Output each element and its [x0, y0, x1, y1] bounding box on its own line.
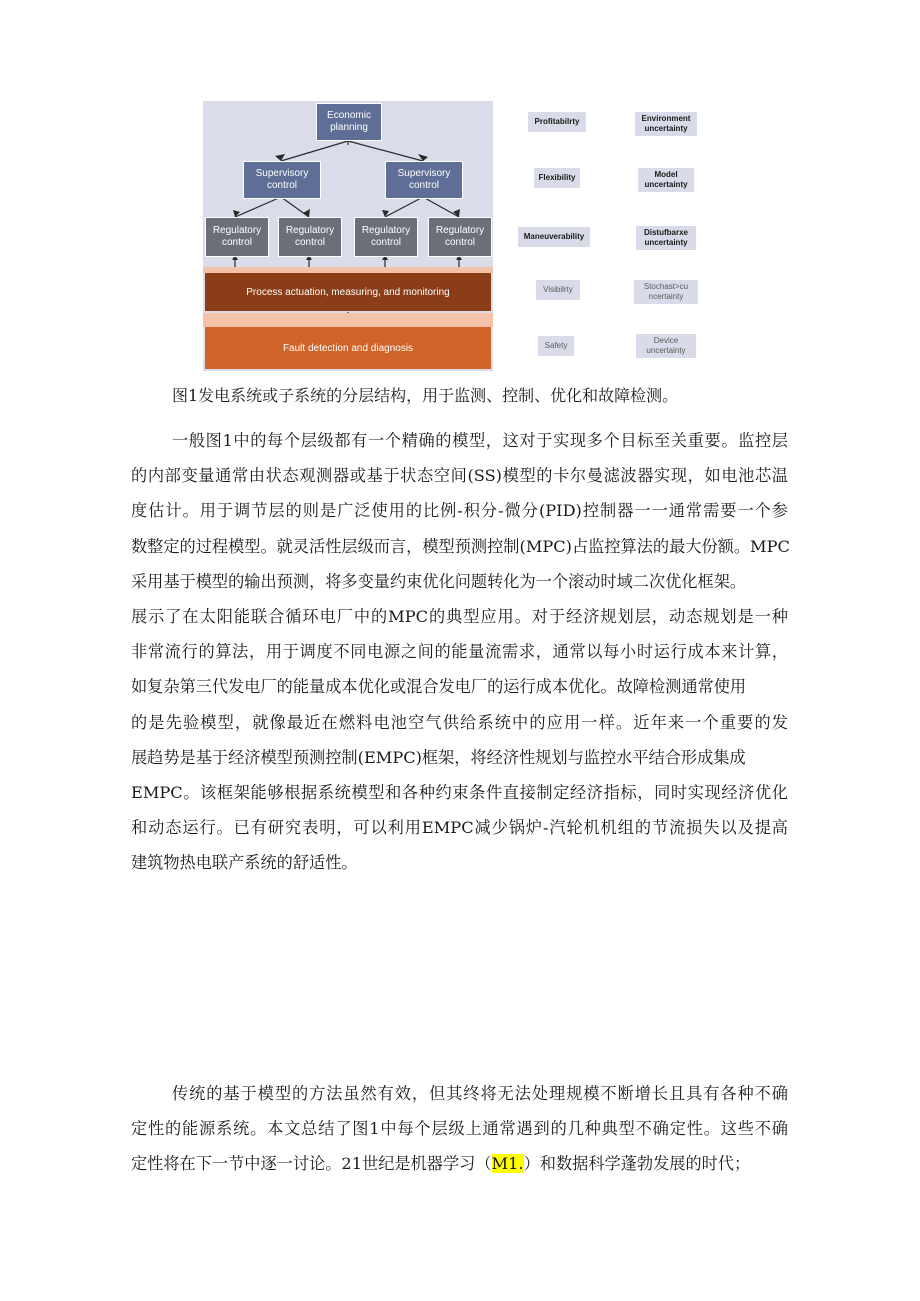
uncertainty-tag-environment: Environment uncertainty [635, 112, 697, 136]
economic-planning-box: Economic planning [316, 103, 382, 141]
paragraph-2 [131, 1076, 788, 1182]
regulatory-control-box-1: Regulatory control [205, 217, 269, 257]
text-line: 传统的基于模型的方法虽然有效，但其终将无法处理规模不断增长且具有各种不确 [172, 1084, 788, 1103]
text-line: 如复杂第三代发电厂的能量成本优化或混合发电厂的运行成本优化。故障检测通常使用 [131, 677, 747, 697]
figure-band-peach-mid [203, 313, 493, 327]
objective-tag-profitability: Profitabilrty [528, 112, 586, 132]
objective-tag-visibility: Visibilrty [536, 280, 580, 300]
uncertainty-tag-stochastic: Stochast>cu ncertainty [634, 280, 698, 304]
process-layer: Process actuation, measuring, and monitoring [205, 273, 491, 311]
text-line: 定性的能源系统。本文总结了图1中每个层级上通常遇到的几种典型不确定性。这些不确 [131, 1119, 788, 1139]
text-line: EMPC。该框架能够根据系统模型和各种约束条件直接制定经济指标，同时实现经济优化 [131, 782, 788, 802]
regulatory-control-box-4: Regulatory control [428, 217, 492, 257]
text-line: 的是先验模型，就像最近在燃料电池空气供给系统中的应用一样。近年来一个重要的发 [131, 712, 788, 732]
text-line: 展趋势是基于经济模型预测控制(EMPC)框架，将经济性规划与监控水平结合形成集成 [131, 747, 746, 767]
uncertainty-tag-disturbance: Distufbarxe uncertainty [636, 226, 696, 250]
uncertainty-tag-model: Model uncertainty [638, 168, 694, 192]
regulatory-control-box-2: Regulatory control [278, 217, 342, 257]
paragraph-1 [131, 423, 788, 880]
text-line: 展示了在太阳能联合循环电厂中的MPC的典型应用。对于经济规划层，动态规划是一种 [131, 606, 788, 626]
text-line: 数整定的过程模型。就灵活性层级而言，模型预测控制(MPC)占监控算法的最大份额。MPC [131, 536, 790, 556]
text-segment: ）和数据科学蓬勃发展的时代； [523, 1154, 751, 1174]
supervisory-control-box-1: Supervisory control [243, 161, 321, 199]
text-line-last [131, 1146, 788, 1181]
objective-tag-maneuverability: Maneuverability [518, 227, 590, 247]
regulatory-control-box-3: Regulatory control [354, 217, 418, 257]
text-line: 的内部变量通常由状态观测器或基于状态空间(SS)模型的卡尔曼滤波器实现，如电池芯温 [131, 466, 788, 486]
text-segment: 定性将在下一节中逐一讨论。21世纪是机器学习（ [131, 1154, 492, 1174]
hierarchy-figure [203, 101, 493, 371]
objective-tag-flexibility: Flexibility [534, 168, 580, 188]
text-line: 度估计。用于调节层的则是广泛使用的比例-积分-微分(PID)控制器一一通常需要一个参 [131, 501, 788, 521]
highlighted-term: M1. [491, 1154, 524, 1174]
supervisory-control-box-2: Supervisory control [385, 161, 463, 199]
figure-caption: 图1发电系统或子系统的分层结构，用于监测、控制、优化和故障检测。 [172, 386, 679, 405]
text-line: 建筑物热电联产系统的舒适性。 [131, 853, 358, 873]
uncertainty-tag-device: Device uncertainty [636, 334, 696, 358]
fault-layer: Fault detection and diagnosis [205, 327, 491, 369]
text-line: 一般图1中的每个层级都有一个精确的模型，这对于实现多个目标至关重要。监控层 [172, 431, 788, 450]
objective-tag-safety: Safety [538, 336, 574, 356]
text-line: 和动态运行。已有研究表明，可以利用EMPC减少锅炉-汽轮机机组的节流损失以及提高 [131, 818, 788, 838]
text-line: 采用基于模型的输出预测，将多变量约束优化问题转化为一个滚动时域二次优化框架。 [131, 571, 747, 591]
text-line: 非常流行的算法，用于调度不同电源之间的能量流需求，通常以每小时运行成本来计算， [131, 642, 788, 662]
